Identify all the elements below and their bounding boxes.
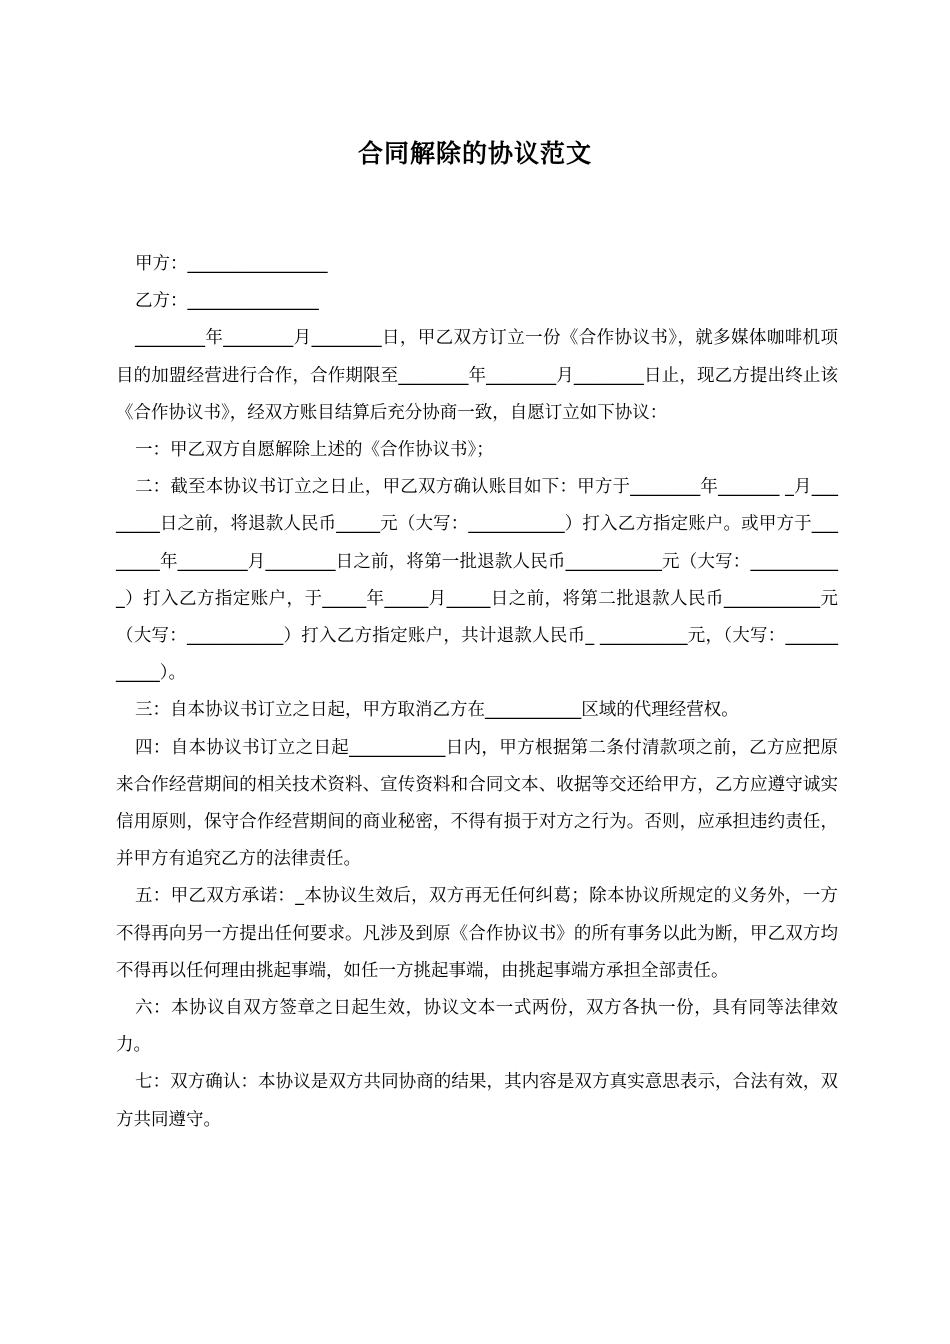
clause-2: 二：截至本协议书订立之日止，甲乙双方确认账目如下：甲方于________年_______ _月________日之前，将退款人民币_____元（大写：___________）打入乙方指定账户。或甲方于________年________月________日之前，将第一批退款人民币___________元（大写：___________）打入乙方指定账户，于_____年_____月_____日之前，将第二批退款人民币___________元（大写：___________）打入乙方指定账户，共计退款人民币_ __________元，（大写：___________）。 xyxy=(116,477,838,684)
party-a-line: 甲方：________________ xyxy=(135,254,328,274)
document-title: 合同解除的协议范文 xyxy=(357,139,592,168)
clause-4: 四：自本协议书订立之日起___________日内，甲方根据第二条付清款项之前，乙方应把原来合作经营期间的相关技术资料、宣传资料和合同文本、收据等交还给甲方，乙方应遵守诚实信用原则，保守合作经营期间的商业秘密，不得有损于对方之行为。否则，应承担违约责任，并甲方有追究乙方的法律责任。 xyxy=(116,737,838,870)
preamble-paragraph: ________年________月________日，甲乙双方订立一份《合作协议书》，就多媒体咖啡机项目的加盟经营进行合作，合作期限至________年________月________日止，现乙方提出终止该《合作协议书》，经双方账目结算后充分协商一致，自愿订立如下协议： xyxy=(116,328,838,423)
clause-3: 三：自本协议书订立之日起，甲方取消乙方在___________区域的代理经营权。 xyxy=(135,700,739,721)
clause-1: 一：甲乙双方自愿解除上述的《合作协议书》； xyxy=(135,440,494,461)
clause-6: 六：本协议自双方签章之日起生效，协议文本一式两份，双方各执一份，具有同等法律效力。 xyxy=(116,998,838,1056)
party-b-line: 乙方：_______________ xyxy=(135,291,319,312)
clause-7: 七：双方确认：本协议是双方共同协商的结果，其内容是双方真实意思表示，合法有效，双方共同遵守。 xyxy=(116,1072,838,1130)
clause-5: 五：甲乙双方承诺：_本协议生效后，双方再无任何纠葛；除本协议所规定的义务外，一方不得再向另一方提出任何要求。凡涉及到原《合作协议书》的所有事务以此为断，甲乙双方均不得再以任何理由挑起事端，如任一方挑起事端，由挑起事端方承担全部责任。 xyxy=(116,886,838,981)
document-body xyxy=(116,246,838,1139)
